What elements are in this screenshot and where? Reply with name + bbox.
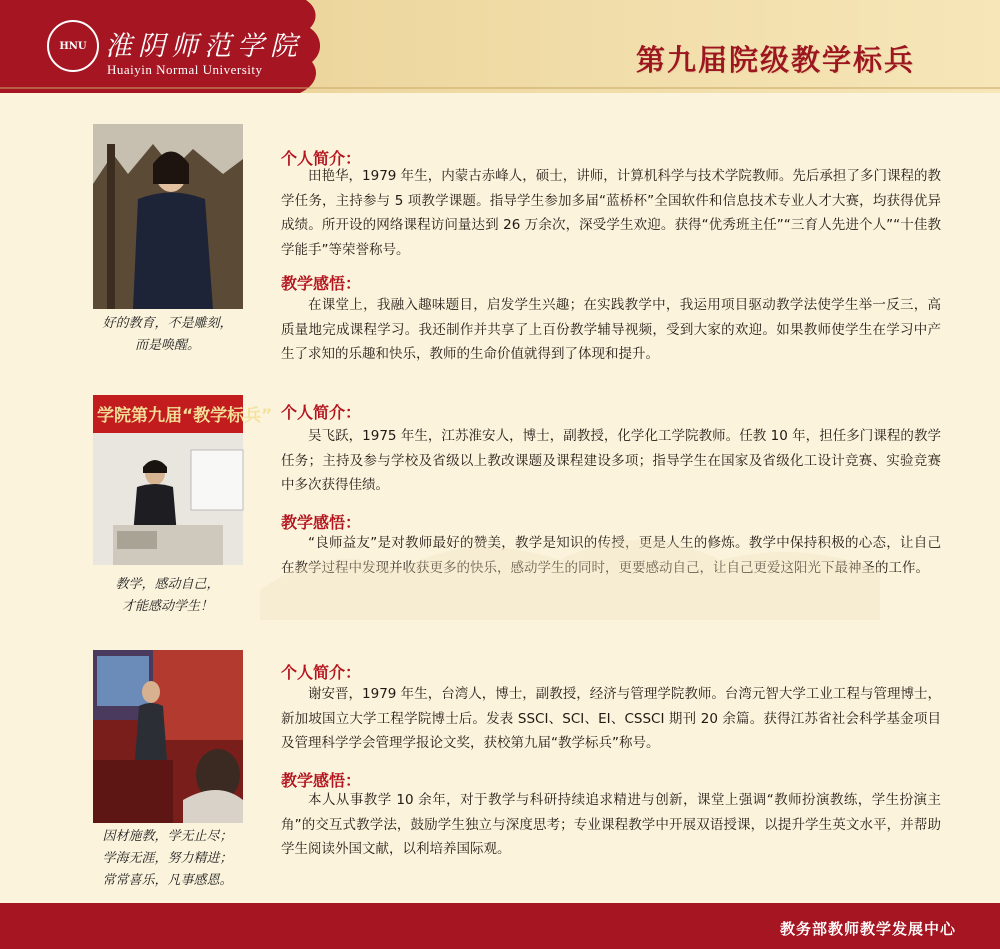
- intro-text: 吴飞跃，1975 年生，江苏淮安人，博士，副教授，化学化工学院教师。任教 10 年，担任多门课程的教学任务；主持及参与学校及省级以上教改课题及课程建设多项；指导学生在国家及省级化工设计竞赛、实验竞赛中多次获得佳绩。: [281, 428, 941, 493]
- intro-heading: 个人简介：: [281, 403, 362, 422]
- university-name-cn: 淮阴师范学院: [105, 31, 303, 62]
- teacher-photo-1: [93, 124, 243, 309]
- reflection-text: “良师益友”是对教师最好的赞美，教学是知识的传授，更是人生的修炼。教学中保持积极的心态，让自己在教学过程中发现并收获更多的快乐，感动学生的同时，更要感动自己，让自己更爱这阳光下最神圣的工作。: [281, 535, 941, 576]
- teacher-motto-1: [70, 313, 265, 357]
- page-title: 第九届院级教学标兵: [636, 43, 916, 77]
- motto-line: 才能感动学生！: [121, 599, 213, 614]
- intro-text: 谢安晋，1979 年生，台湾人，博士，副教授，经济与管理学院教师。台湾元智大学工业工程与管理博士，新加坡国立大学工程学院博士后。发表 SSCI、SCI、EI、CSSCI 期刊 20 余篇。获得江苏省社会科学基金项目及管理科学学会管理学报论文奖，获校第九届“教学标兵”称号。: [281, 686, 941, 751]
- reflection-heading: 教学感悟：: [281, 274, 362, 293]
- university-name-en: Huaiyin Normal University: [107, 62, 263, 77]
- teacher-photo-3: [93, 650, 243, 823]
- footer-department-name: 教务部教师教学发展中心: [779, 920, 956, 938]
- reflection-text: 本人从事教学 10 余年，对于教学与科研持续追求精进与创新，课堂上强调“教师扮演教练，学生扮演主角”的交互式教学法，鼓励学生独立与深度思考；专业课程教学中开展双语授课，以提升学生英文水平，并帮助学生阅读外国文献，以利培养国际观。: [281, 792, 941, 857]
- footer-bar: [0, 903, 1000, 949]
- intro-heading: 个人简介：: [281, 663, 362, 682]
- motto-line: 因材施教，学无止尽；: [102, 829, 233, 844]
- university-seal-logo: HNU: [47, 20, 99, 72]
- header-banner: [0, 0, 1000, 93]
- decorative-mountain-watermark: [0, 420, 1000, 620]
- motto-line: 常常喜乐，凡事感恩。: [102, 873, 233, 888]
- photo-banner-text: 学院第九届“教学标兵”: [97, 406, 273, 426]
- intro-heading: 个人简介：: [281, 149, 362, 168]
- reflection-text: 在课堂上，我融入趣味题目，启发学生兴趣；在实践教学中，我运用项目驱动教学法使学生举一反三，高质量地完成课程学习。我还制作并共享了上百份教学辅导视频，受到大家的欢迎。如果教师使学生在学习中产生了求知的乐趣和快乐，教师的生命价值就得到了体现和提升。: [281, 297, 941, 362]
- motto-line: 教学，感动自己，: [115, 577, 220, 592]
- reflection-heading: 教学感悟：: [281, 513, 362, 532]
- teacher-motto-3: [70, 826, 265, 892]
- motto-line: 好的教育，不是雕刻，: [102, 316, 233, 331]
- motto-line: 学海无涯，努力精进；: [102, 851, 233, 866]
- motto-line: 而是唤醒。: [134, 338, 200, 353]
- intro-text: 田艳华，1979 年生，内蒙古赤峰人，硕士，讲师，计算机科学与技术学院教师。先后承担了多门课程的教学任务，主持参与 5 项教学课题。指导学生参加多届“蓝桥杯”全国软件和信息技术专业人才大赛，均获得优异成绩。所开设的网络课程访问量达到 26 万余次，深受学生欢迎。获得“优秀班主任”“三育人先进个人”“十佳教学能手”等荣誉称号。: [281, 168, 941, 258]
- reflection-heading: 教学感悟：: [281, 771, 362, 790]
